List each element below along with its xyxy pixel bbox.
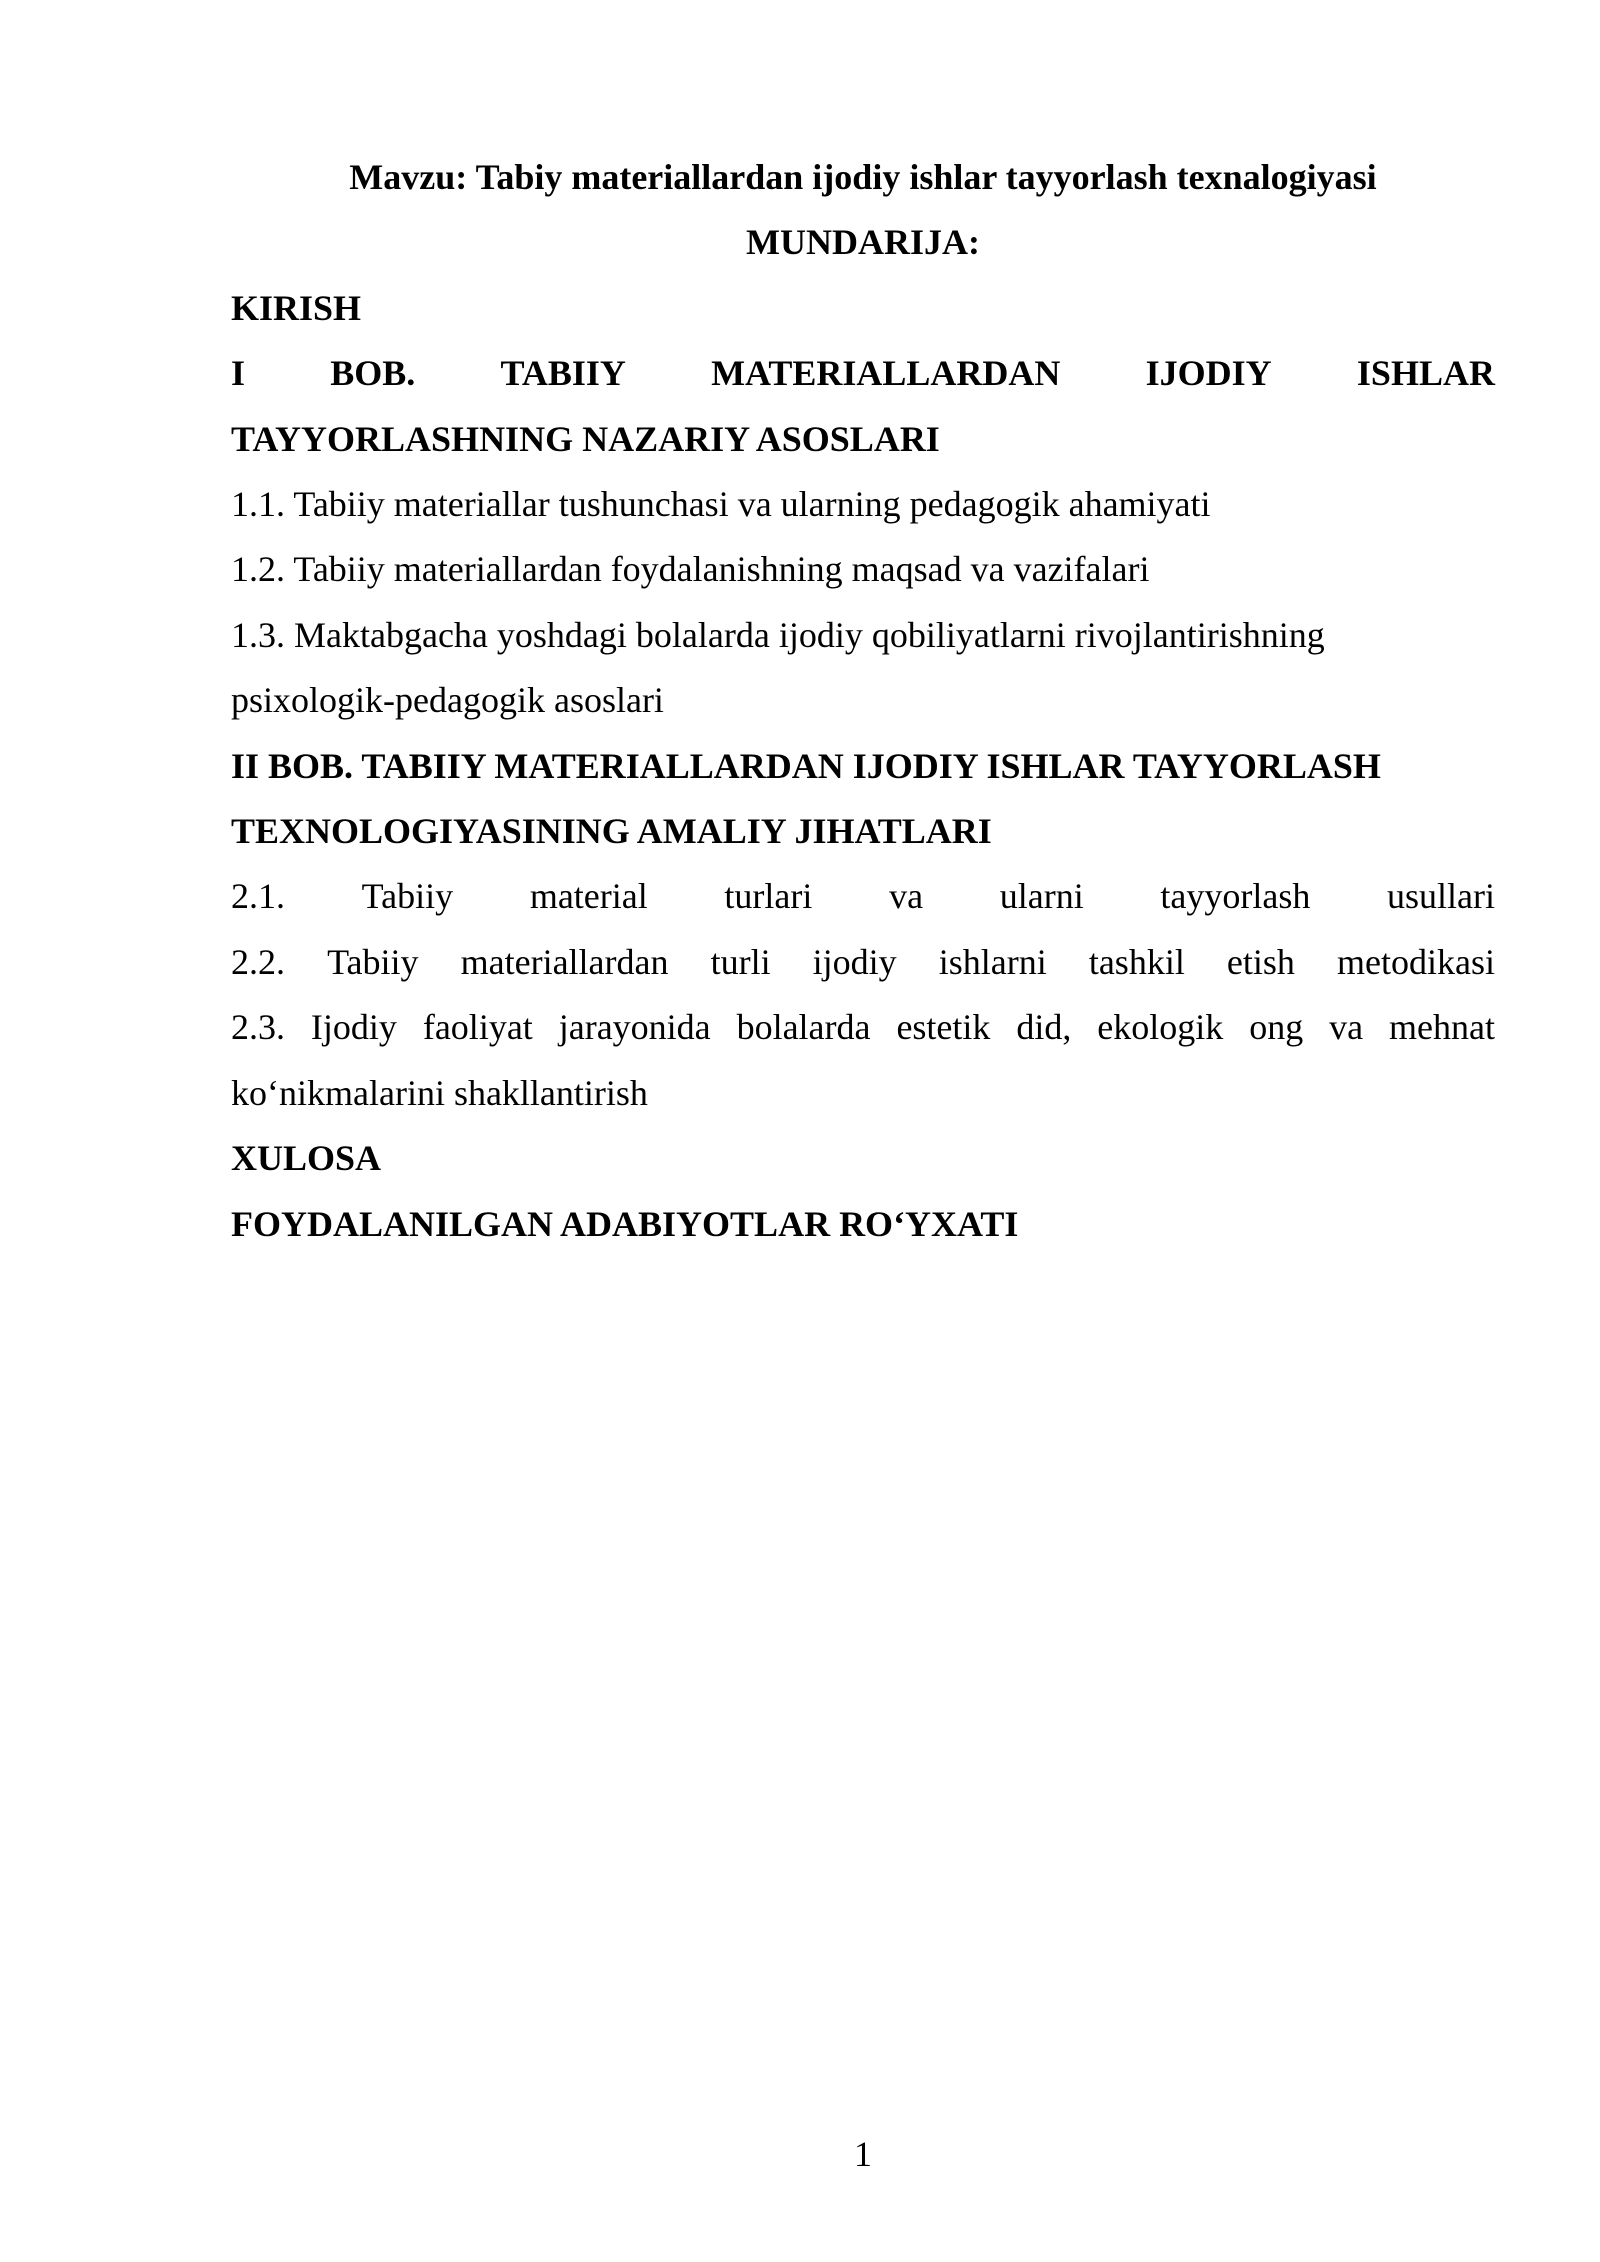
item-word: ong — [1249, 1007, 1304, 1048]
item-word: va — [1329, 1007, 1364, 1048]
item-word: 2.3. — [231, 1007, 285, 1048]
item-word: etish — [1226, 941, 1295, 982]
toc-item-1-3-line1: 1.3. Maktabgacha yoshdagi bolalarda ijodiy qobiliyatlarni rivojlantirishning — [231, 614, 1325, 655]
toc-chapter1-title-line2: TAYYORLASHNING NAZARIY ASOSLARI — [231, 418, 940, 459]
toc-item-2-2 — [231, 930, 1495, 995]
item-word: faoliyat — [422, 1007, 533, 1048]
item-word: Tabiiy — [327, 941, 419, 982]
item-word: turlari — [724, 876, 813, 917]
chapter1-word: TABIIY — [500, 353, 626, 394]
item-word: va — [889, 876, 924, 917]
toc-intro: KIRISH — [231, 287, 362, 328]
page-number: 1 — [854, 2134, 872, 2174]
item-word: ijodiy — [812, 941, 897, 982]
item-word: mehnat — [1389, 1007, 1495, 1048]
item-word: Ijodiy — [310, 1007, 397, 1048]
item-word: metodikasi — [1336, 941, 1495, 982]
item-word: estetik — [896, 1007, 991, 1048]
toc-item-1-1: 1.1. Tabiiy materiallar tushunchasi va ularning pedagogik ahamiyati — [231, 484, 1211, 525]
item-word: ularni — [999, 876, 1084, 917]
chapter1-word: MATERIALLARDAN — [711, 353, 1061, 394]
item-word: 2.1. — [231, 876, 285, 917]
toc-chapter2-title-line2: TEXNOLOGIYASINING AMALIY JIHATLARI — [231, 811, 992, 852]
toc-item-1-2: 1.2. Tabiiy materiallardan foydalanishning maqsad va vazifalari — [231, 549, 1150, 590]
item-word: turli — [710, 941, 771, 982]
toc-item-2-3-line1 — [231, 995, 1495, 1060]
toc-conclusion: XULOSA — [231, 1138, 382, 1179]
item-word: material — [529, 876, 648, 917]
item-word: jarayonida — [558, 1007, 711, 1048]
item-word: Tabiiy — [361, 876, 454, 917]
item-word: tashkil — [1088, 941, 1185, 982]
item-word: ekologik — [1097, 1007, 1224, 1048]
toc-chapter1-title-line1 — [231, 341, 1495, 406]
item-word: 2.2. — [231, 941, 285, 982]
chapter1-word: I — [231, 353, 246, 394]
page-content — [231, 145, 1495, 1257]
toc-item-1-3-line2: psixologik-pedagogik asoslari — [231, 680, 664, 721]
item-word: materiallardan — [460, 941, 669, 982]
toc-chapter2-title-line1: II BOB. TABIIY MATERIALLARDAN IJODIY ISHLAR TAYYORLASH — [231, 745, 1381, 786]
document-topic: Mavzu: Tabiy materiallardan ijodiy ishlar tayyorlash texnalogiyasi — [349, 157, 1377, 197]
toc-item-2-3-line2: ko‘nikmalarini shakllantirish — [231, 1072, 648, 1113]
item-word: tayyorlash — [1160, 876, 1311, 917]
item-word: ishlarni — [938, 941, 1047, 982]
item-word: usullari — [1387, 876, 1495, 917]
item-word: did, — [1016, 1007, 1072, 1048]
chapter1-word: IJODIY — [1145, 353, 1272, 394]
toc-item-2-1 — [231, 864, 1495, 929]
item-word: bolalarda — [736, 1007, 871, 1048]
chapter1-word: BOB. — [330, 353, 416, 394]
contents-heading: MUNDARIJA: — [746, 222, 980, 263]
toc-references: FOYDALANILGAN ADABIYOTLAR RO‘YXATI — [231, 1203, 1019, 1244]
chapter1-word: ISHLAR — [1356, 353, 1495, 394]
